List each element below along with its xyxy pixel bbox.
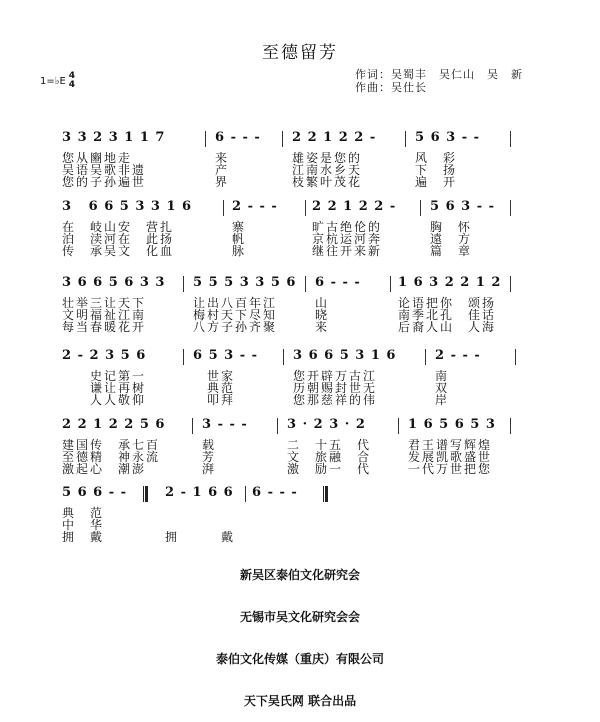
barline xyxy=(205,131,206,147)
lyric-verse-3: 来 xyxy=(315,320,330,334)
barline xyxy=(282,131,283,147)
lyric-verse-1: 史记第一 xyxy=(62,369,147,383)
barline xyxy=(183,349,184,365)
measure-notes: 6 5 3 - - xyxy=(193,348,259,363)
measure-notes: 3 - - - xyxy=(202,417,248,432)
barline xyxy=(515,349,516,365)
barline xyxy=(183,276,184,292)
measure-notes: 3 6 6 5 3 1 6 xyxy=(293,348,397,363)
lyric-verse-3: 拥 戴 xyxy=(165,530,236,544)
lyric-verse-1: 来 xyxy=(215,151,230,165)
lyric-verse-3: 篇 章 xyxy=(430,244,473,258)
time-signature xyxy=(69,72,75,90)
lyric-verse-1: 您从豳地走 xyxy=(62,151,133,165)
measure-notes: 2 2 1 2 2 5 6 xyxy=(62,417,166,432)
double-barline xyxy=(143,486,148,502)
lyric-verse-2: 产 xyxy=(215,163,230,177)
lyric-verse-1: 君王谱写辉煌 xyxy=(408,438,493,452)
lyric-verse-1: 壮举三让天下 xyxy=(62,296,147,310)
composer-credit: 作曲：吴仕长 xyxy=(355,81,427,94)
double-barline xyxy=(323,486,328,502)
measure-notes: 2 - 2 3 5 6 xyxy=(62,348,147,363)
lyric-verse-3: 叩拜 xyxy=(193,393,236,407)
lyric-verse-1: 胸 怀 xyxy=(430,220,473,234)
lyricist-credit: 作词：吴蜀丰 吴仁山 吴 新 xyxy=(355,68,523,81)
lyric-verse-2: 南季北孔 佳话 xyxy=(398,308,497,322)
lyric-verse-2: 双 xyxy=(435,381,450,395)
measure-notes: 2 - 1 6 6 xyxy=(165,485,234,500)
lyric-verse-2: 中 华 xyxy=(62,518,105,532)
measure-notes: 3 · 2 3 · 2 xyxy=(287,417,366,432)
lyric-verse-1: 典 范 xyxy=(62,506,105,520)
lyric-verse-1: 世家 xyxy=(193,369,236,383)
publisher-line: 新吴区泰伯文化研究会 xyxy=(239,568,360,582)
barline xyxy=(283,349,284,365)
measure-notes: 6 - - - xyxy=(252,485,298,500)
lyric-verse-3: 八方子孙齐聚 xyxy=(193,320,278,334)
credits xyxy=(355,68,523,94)
publisher-line: 泰伯文化传媒（重庆）有限公司 xyxy=(215,652,384,666)
barline xyxy=(390,276,391,292)
lyric-verse-1: 南 xyxy=(435,369,450,383)
measure-notes: 2 - - - xyxy=(232,199,278,214)
lyric-verse-3: 岸 xyxy=(435,393,450,407)
key-signature xyxy=(40,72,75,90)
lyric-verse-2: 至德精 神永流 xyxy=(62,450,161,464)
lyric-verse-1: 寨 xyxy=(232,220,247,234)
measure-notes: 6 - - - xyxy=(215,130,261,145)
lyric-verse-3: 脉 xyxy=(232,244,247,258)
lyric-verse-2: 江南水乡天 xyxy=(292,163,363,177)
measure-notes: 5 6 3 - - xyxy=(430,199,496,214)
lyric-verse-2: 下 扬 xyxy=(415,163,458,177)
song-title: 至德留芳 xyxy=(262,43,338,63)
measure-notes: 6 - - - xyxy=(315,275,361,290)
lyric-verse-3: 激起心 潮澎 xyxy=(62,462,147,476)
lyric-verse-2: 文 旅融 合 xyxy=(287,450,372,464)
barline xyxy=(405,131,406,147)
lyric-verse-3: 枝繁叶茂花 xyxy=(292,175,363,189)
barline xyxy=(398,418,399,434)
lyric-verse-1: 建国传 承七百 xyxy=(62,438,161,452)
lyric-verse-2: 发展凯歌盛世 xyxy=(408,450,493,464)
lyric-verse-1: 在 岐山安 营扎 xyxy=(62,220,175,234)
lyric-verse-2: 帆 xyxy=(232,232,247,246)
barline xyxy=(223,200,224,216)
lyric-verse-2: 谦让再树 xyxy=(62,381,147,395)
lyric-verse-1: 载 xyxy=(202,438,217,452)
lyric-verse-3: 每当春暖花开 xyxy=(62,320,147,334)
measure-notes: 2 - - - xyxy=(435,348,481,363)
lyric-verse-2: 吴语吴歌非遗 xyxy=(62,163,147,177)
lyric-verse-2: 京杭运河奔 xyxy=(312,232,383,246)
barline xyxy=(305,200,306,216)
barline xyxy=(192,418,193,434)
lyric-verse-3: 界 xyxy=(215,175,230,189)
lyric-verse-3: 拥 戴 xyxy=(62,530,105,544)
measure-notes: 5 5 5 3 3 5 6 xyxy=(193,275,297,290)
lyric-verse-2: 晓 xyxy=(315,308,330,322)
lyric-verse-3: 遍 开 xyxy=(415,175,458,189)
barline xyxy=(510,131,511,147)
lyric-verse-3: 湃 xyxy=(202,462,217,476)
publisher-line: 天下吴氏网 联合出品 xyxy=(243,694,357,708)
measure-notes: 1 6 3 2 2 1 2 xyxy=(398,275,502,290)
lyric-verse-1: 雄姿是您的 xyxy=(292,151,363,165)
lyric-verse-1: 风 彩 xyxy=(415,151,458,165)
publisher-line: 无锡市吴文化研究会会 xyxy=(239,610,360,624)
lyric-verse-3: 后裔人山 人海 xyxy=(398,320,497,334)
measure-notes: 2 2 1 2 2 - xyxy=(292,130,377,145)
lyric-verse-3: 您的子孙遍世 xyxy=(62,175,147,189)
measure-notes: 3 3 2 3 1 1 7 xyxy=(62,130,166,145)
measure-notes: 5 6 3 - - xyxy=(415,130,481,145)
lyric-verse-2: 文明福祉江南 xyxy=(62,308,147,322)
lyric-verse-2: 典范 xyxy=(193,381,236,395)
lyric-verse-2: 芳 xyxy=(202,450,217,464)
measure-notes: 3 6 6 5 6 3 3 xyxy=(62,275,166,290)
barline xyxy=(305,276,306,292)
lyric-verse-2: 梅村天下尽知 xyxy=(193,308,278,322)
barline xyxy=(510,418,511,434)
measure-notes: 3 6 6 5 3 3 1 6 xyxy=(62,199,193,214)
lyric-verse-1: 旷古绝伦的 xyxy=(312,220,383,234)
key-label: 1=♭E xyxy=(40,76,66,87)
lyric-verse-3: 人人敬仰 xyxy=(62,393,147,407)
barline xyxy=(425,349,426,365)
lyric-verse-3: 激 励一 代 xyxy=(287,462,372,476)
time-top: 4 xyxy=(68,71,76,81)
lyric-verse-2: 遠 方 xyxy=(430,232,473,246)
measure-notes: 1 6 5 6 5 3 xyxy=(408,417,496,432)
lyric-verse-3: 传 承吴文 化血 xyxy=(62,244,175,258)
lyric-verse-3: 一代万世把您 xyxy=(408,462,493,476)
lyric-verse-1: 您开辟万古江 xyxy=(293,369,378,383)
lyric-verse-1: 山 xyxy=(315,296,330,310)
barline xyxy=(420,200,421,216)
lyric-verse-3: 继往开来新 xyxy=(312,244,383,258)
lyric-verse-1: 二 十五 代 xyxy=(287,438,372,452)
measure-notes: 2 2 1 2 2 - xyxy=(312,199,397,214)
barline xyxy=(277,418,278,434)
measure-notes: 5 6 6 - - xyxy=(62,485,128,500)
lyric-verse-1: 论语把你 颂扬 xyxy=(398,296,497,310)
barline xyxy=(245,486,246,502)
barline xyxy=(510,276,511,292)
lyric-verse-1: 让出八百年江 xyxy=(193,296,278,310)
barline xyxy=(510,200,511,216)
footer-publishers xyxy=(0,540,600,722)
lyric-verse-2: 泊 渎河在 此扬 xyxy=(62,232,175,246)
lyric-verse-3: 您那慈祥的伟 xyxy=(293,393,378,407)
lyric-verse-2: 历朝赐封世无 xyxy=(293,381,378,395)
time-bottom: 4 xyxy=(68,80,76,90)
